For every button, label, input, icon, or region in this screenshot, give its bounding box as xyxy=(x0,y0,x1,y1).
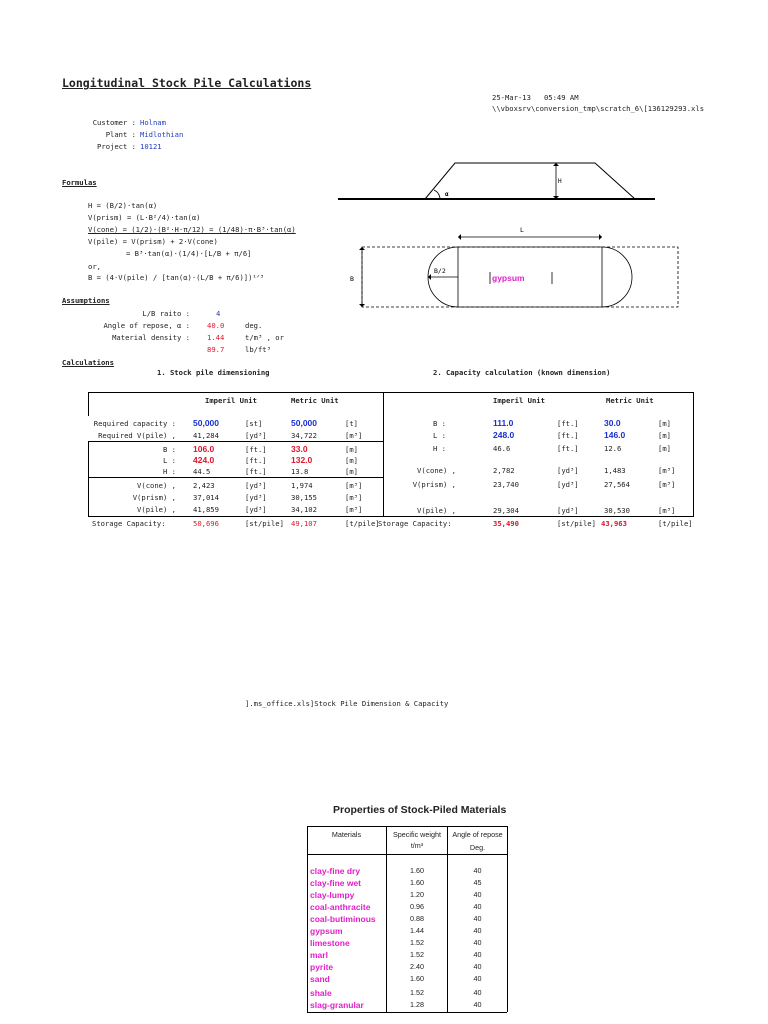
cell-metric: 13.8 xyxy=(291,467,309,476)
cell-imperial: 2,782 xyxy=(493,466,515,475)
material-weight: 1.52 xyxy=(410,950,424,959)
cell-metric: 132.0 xyxy=(291,455,313,465)
lb-ratio-value: 4 xyxy=(216,309,221,318)
cell-unit: [yd³] xyxy=(245,481,267,490)
cell-unit: [m³] xyxy=(658,466,676,475)
cell-unit: [yd³] xyxy=(557,506,579,515)
material-name: coal-butiminous xyxy=(310,914,376,924)
cell-imperial: 41,859 xyxy=(193,505,219,514)
material-name: slag-granular xyxy=(310,1000,364,1010)
cell-imperial: 50,000 xyxy=(193,418,219,428)
material-weight: 1.28 xyxy=(410,1000,424,1009)
material-weight: 0.96 xyxy=(410,902,424,911)
cell-unit: [ft.] xyxy=(557,419,579,428)
cell-metric: 34,102 xyxy=(291,505,317,514)
row-label: V(pile) , xyxy=(137,505,176,514)
material-name: clay-fine wet xyxy=(310,878,362,888)
row-label: L : xyxy=(163,456,176,465)
cell-metric: 34,722 xyxy=(291,431,317,440)
material-angle: 40 xyxy=(473,938,482,947)
right-col-metric: Metric Unit xyxy=(606,396,654,405)
material-angle: 40 xyxy=(473,926,482,935)
formula-cone: V(cone) = (1/2)·(B²·H·π/12) = (1/48)·π·B³·tan(α) xyxy=(88,225,296,234)
row-label: H : xyxy=(163,467,176,476)
material-angle: 40 xyxy=(473,866,482,875)
table-bottom-border xyxy=(88,516,694,517)
cell-unit: [m] xyxy=(658,431,671,440)
material-name: pyrite xyxy=(310,962,334,972)
cell-unit: [t] xyxy=(345,419,358,428)
cell-imperial: 23,740 xyxy=(493,480,519,489)
lb-ratio-label: L/B raito : xyxy=(142,309,190,318)
material-name: limestone xyxy=(310,938,350,948)
cell-unit: [yd³] xyxy=(557,480,579,489)
b-label: B xyxy=(350,275,354,283)
density-value-imperial: 89.7 xyxy=(207,345,225,354)
cell-unit: [m³] xyxy=(345,431,363,440)
cell-imperial: 248.0 xyxy=(493,430,515,440)
row-label: L : xyxy=(433,431,446,440)
cell-metric: 33.0 xyxy=(291,444,308,454)
material-name: clay-lumpy xyxy=(310,890,355,900)
formula-prism: V(prism) = (L·B²/4)·tan(α) xyxy=(88,213,201,222)
cell-unit: [ft.] xyxy=(245,456,267,465)
material-angle: 40 xyxy=(473,974,482,983)
formula-pile: V(pile) = V(prism) + 2·V(cone) xyxy=(88,237,218,246)
cell-metric: 30,155 xyxy=(291,493,317,502)
material-weight: 1.60 xyxy=(410,974,424,983)
material-angle: 40 xyxy=(473,950,482,959)
l-label: L xyxy=(520,226,524,234)
formulas-heading: Formulas xyxy=(62,178,97,187)
material-weight: 1.52 xyxy=(410,938,424,947)
material-name: clay-fine dry xyxy=(310,866,361,876)
left-storage-label: Storage Capacity: xyxy=(92,519,166,528)
cell-unit: [yd³] xyxy=(557,466,579,475)
customer-value: Holnam xyxy=(140,118,166,127)
table-top-border xyxy=(88,392,694,393)
plant-label: Plant : xyxy=(105,130,136,139)
material-name: shale xyxy=(310,988,332,998)
page-title: Longitudinal Stock Pile Calculations xyxy=(62,76,312,90)
row-label: H : xyxy=(433,444,446,453)
formula-h: H = (B/2)·tan(α) xyxy=(88,201,158,210)
cell-imperial: 37,014 xyxy=(193,493,219,502)
date: 25-Mar-13 xyxy=(492,93,531,102)
left-storage-metric: 49,107 xyxy=(291,519,317,528)
header-weight-unit: t/m³ xyxy=(410,841,424,850)
cell-unit: [m³] xyxy=(345,481,363,490)
time: 05:49 AM xyxy=(543,93,579,102)
material-angle: 40 xyxy=(473,914,482,923)
row-label: V(prism) , xyxy=(412,480,456,489)
plant-value: Midlothian xyxy=(140,130,184,139)
angle-value: 40.0 xyxy=(207,321,225,330)
cell-metric: 1,483 xyxy=(604,466,626,475)
left-col-metric: Metric Unit xyxy=(291,396,339,405)
table-right-border xyxy=(693,392,694,516)
formula-or: or, xyxy=(88,262,101,271)
density-value: 1.44 xyxy=(207,333,225,342)
cell-imperial: 106.0 xyxy=(193,444,215,454)
project-value: 10121 xyxy=(140,142,162,151)
material-weight: 1.60 xyxy=(410,866,424,875)
material-name: gypsum xyxy=(310,926,343,936)
material-weight: 0.88 xyxy=(410,914,424,923)
project-label: Project : xyxy=(97,142,136,151)
row-label: V(cone) , xyxy=(137,481,176,490)
material-name: marl xyxy=(310,950,328,960)
assumptions-heading: Assumptions xyxy=(62,296,110,305)
cell-unit: [ft.] xyxy=(245,467,267,476)
material-name: sand xyxy=(310,974,330,984)
material-angle: 40 xyxy=(473,962,482,971)
date-stamp xyxy=(492,93,579,102)
cell-unit: [m] xyxy=(345,445,358,454)
left-storage-imperial: 50,696 xyxy=(193,519,219,528)
table-mid-border xyxy=(383,392,384,516)
material-weight: 1.20 xyxy=(410,890,424,899)
cell-unit: [ft.] xyxy=(557,444,579,453)
material-angle: 45 xyxy=(473,878,482,887)
material-angle: 40 xyxy=(473,890,482,899)
sheet-footer: ].ms_office.xls]Stock Pile Dimension & Capacity xyxy=(245,699,449,708)
row-label: Required capacity : xyxy=(93,419,176,428)
table-left-border xyxy=(88,392,89,416)
cell-unit: [m] xyxy=(658,419,671,428)
header-materials: Materials xyxy=(331,830,362,839)
cell-metric: 30,530 xyxy=(604,506,630,515)
density-label: Material density : xyxy=(112,333,190,342)
cell-unit: [ft.] xyxy=(245,445,267,454)
material-name: coal-anthracite xyxy=(310,902,371,912)
right-storage-metric: 43,963 xyxy=(601,519,627,528)
left-storage-metric-unit: [t/pile] xyxy=(345,519,380,528)
dims-box-top xyxy=(88,441,384,442)
cell-imperial: 41,284 xyxy=(193,431,219,440)
right-storage-imperial: 35,490 xyxy=(493,519,519,528)
row-label: Required V(pile) , xyxy=(98,431,176,440)
customer-label: Customer : xyxy=(92,118,136,127)
cell-unit: [m] xyxy=(345,467,358,476)
stockpile-diagram xyxy=(330,150,690,320)
props-border-bottom xyxy=(307,1012,507,1013)
header-angle-unit: Deg. xyxy=(469,843,486,852)
cell-unit: [st] xyxy=(245,419,263,428)
header-weight: Specific weight xyxy=(393,830,441,839)
row-label: V(prism) , xyxy=(132,493,176,502)
material-angle: 40 xyxy=(473,902,482,911)
row-label: B : xyxy=(433,419,446,428)
material-label: gypsum xyxy=(492,273,525,283)
section-2-title: 2. Capacity calculation (known dimension) xyxy=(433,368,611,377)
dims-box-bottom xyxy=(88,477,384,478)
cell-unit: [ft.] xyxy=(557,431,579,440)
material-angle: 40 xyxy=(473,988,482,997)
cell-unit: [m³] xyxy=(658,480,676,489)
section-1-title: 1. Stock pile dimensioning xyxy=(157,368,270,377)
angle-label: Angle of repose, α : xyxy=(103,321,190,330)
material-weight: 1.52 xyxy=(410,988,424,997)
angle-unit: deg. xyxy=(245,321,263,330)
material-angle: 40 xyxy=(473,1000,482,1009)
density-unit: t/m³ , or xyxy=(245,333,284,342)
cell-unit: [yd³] xyxy=(245,431,267,440)
cell-metric: 146.0 xyxy=(604,430,626,440)
cell-metric: 30.0 xyxy=(604,418,621,428)
cell-unit: [m] xyxy=(658,444,671,453)
side-view xyxy=(338,163,655,199)
material-weight: 2.40 xyxy=(410,962,424,971)
formula-pile-2: = B³·tan(α)·(1/4)·[L/B + π/6] xyxy=(126,249,252,258)
right-storage-imperial-unit: [st/pile] xyxy=(557,519,596,528)
cell-unit: [m³] xyxy=(345,505,363,514)
right-storage-metric-unit: [t/pile] xyxy=(658,519,693,528)
props-border-left xyxy=(307,826,308,1012)
cell-imperial: 424.0 xyxy=(193,455,215,465)
props-border-top xyxy=(307,826,507,827)
cell-unit: [m³] xyxy=(658,506,676,515)
cell-imperial: 29,304 xyxy=(493,506,519,515)
cell-unit: [yd³] xyxy=(245,505,267,514)
density-unit-imperial: lb/ft³ xyxy=(245,345,271,354)
cell-metric: 12.6 xyxy=(604,444,622,453)
left-col-imperial: Imperil Unit xyxy=(205,396,257,405)
props-header-bottom xyxy=(307,854,507,855)
cell-imperial: 111.0 xyxy=(493,418,514,428)
cell-metric: 1,974 xyxy=(291,481,313,490)
material-weight: 1.44 xyxy=(410,926,424,935)
cell-unit: [yd³] xyxy=(245,493,267,502)
top-view xyxy=(359,234,678,307)
header-angle: Angle of repose xyxy=(452,830,503,839)
b-half-label: B/2 xyxy=(434,267,446,275)
calculations-heading: Calculations xyxy=(62,358,114,367)
h-label: H xyxy=(558,178,562,185)
row-label: V(pile) , xyxy=(417,506,456,515)
left-storage-imperial-unit: [st/pile] xyxy=(245,519,284,528)
right-col-imperial: Imperil Unit xyxy=(493,396,545,405)
row-label: B : xyxy=(163,445,176,454)
right-storage-label: Storage Capacity: xyxy=(378,519,452,528)
cell-unit: [m] xyxy=(345,456,358,465)
cell-imperial: 44.5 xyxy=(193,467,211,476)
material-weight: 1.60 xyxy=(410,878,424,887)
cell-imperial: 46.6 xyxy=(493,444,511,453)
row-label: V(cone) , xyxy=(417,466,456,475)
props-border-right xyxy=(507,826,508,1012)
properties-title: Properties of Stock-Piled Materials xyxy=(333,804,507,816)
cell-imperial: 2,423 xyxy=(193,481,215,490)
cell-metric: 27,564 xyxy=(604,480,630,489)
file-path: \\vboxsrv\conversion_tmp\scratch_6\[136129293.xls xyxy=(492,104,705,113)
formula-b: B = (4·V(pile) / [tan(α)·(L/B + π/6)])¹ᐟ³ xyxy=(88,273,265,282)
cell-metric: 50,000 xyxy=(291,418,317,428)
alpha-label: α xyxy=(445,191,449,198)
cell-unit: [m³] xyxy=(345,493,363,502)
